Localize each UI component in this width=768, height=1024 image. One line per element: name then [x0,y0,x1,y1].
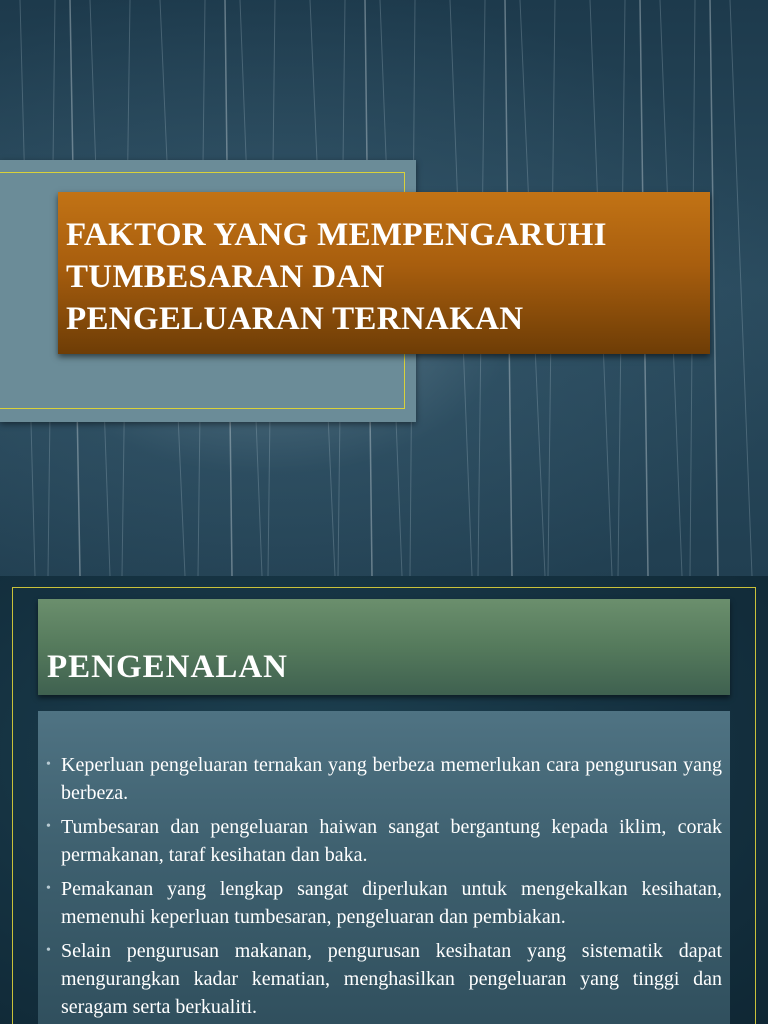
bullet-dot-icon: • [46,943,51,958]
heading-box [38,599,730,695]
bullet-text: Pemakanan yang lengkap sangat diperlukan untuk mengekalkan kesihatan, memenuhi keperluan tumbesaran, pengeluaran dan pembiakan. [61,878,722,928]
bullet-text: Keperluan pengeluaran ternakan yang berbeza memerlukan cara pengurusan yang berbeza. [61,754,722,804]
bullet-item [46,813,722,869]
bullet-item [46,937,722,1021]
bullet-item [46,875,722,931]
content-box [38,711,730,1024]
bullet-text: Tumbesaran dan pengeluaran haiwan sangat bergantung kepada iklim, corak permakanan, taraf kesihatan dan baka. [61,816,722,866]
title-line-3: PENGELUARAN TERNAKAN [66,301,524,337]
bullet-text: Selain pengurusan makanan, pengurusan kesihatan yang sistematik dapat mengurangkan kadar kematian, menghasilkan pengeluaran yang tinggi dan seragam serta berkualiti. [61,940,722,1018]
title-box [58,192,710,354]
title-line-2: TUMBESARAN DAN [66,259,385,295]
bullet-dot-icon: • [46,757,51,772]
bullet-item [46,751,722,807]
bullet-dot-icon: • [46,819,51,834]
slide-heading: PENGENALAN [47,649,289,685]
title-line-1: FAKTOR YANG MEMPENGARUHI [66,217,607,253]
bullet-dot-icon: • [46,881,51,896]
introduction-slide [0,576,768,1024]
